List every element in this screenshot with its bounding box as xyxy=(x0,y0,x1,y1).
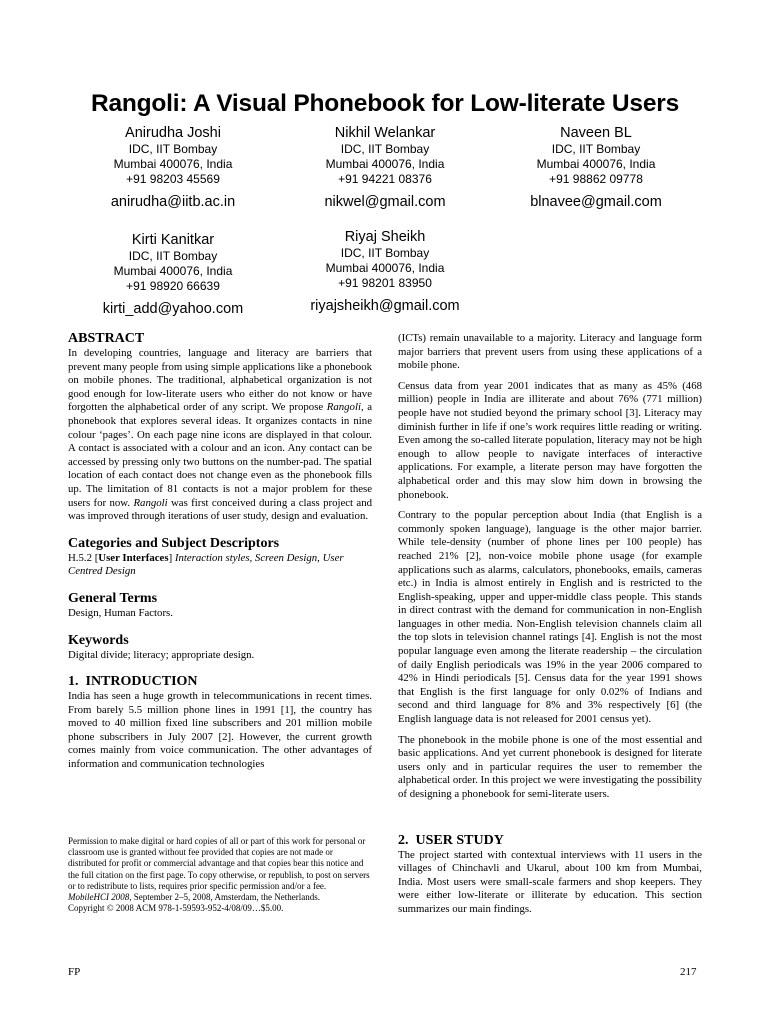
introduction-paragraph: The phonebook in the mobile phone is one of the most essential and basic applications. And yet current phonebook is designed for literate users only and in particular requires the user to remember the alphabetical order. In this project we were investigating the possibility of designing a phonebook for semi-literate users. xyxy=(398,733,702,800)
copyright-line: Copyright © 2008 ACM 978-1-59593-952-4/08/09…$5.00. xyxy=(68,903,284,914)
permission-notice xyxy=(68,836,372,914)
right-column xyxy=(398,332,702,917)
author-address: Mumbai 400076, India xyxy=(536,157,656,171)
author-phone: +91 98920 66639 xyxy=(126,279,220,293)
venue-line: MobileHCI 2008, September 2–5, 2008, Amsterdam, the Netherlands. xyxy=(68,892,320,903)
author-name: Nikhil Welankar xyxy=(334,125,436,141)
author-address: Mumbai 400076, India xyxy=(325,157,445,171)
author-phone: +91 94221 08376 xyxy=(338,172,432,186)
keywords-text: Digital divide; literacy; appropriate design. xyxy=(68,648,255,661)
left-column xyxy=(68,330,372,772)
author-org: IDC, IIT Bombay xyxy=(128,249,218,263)
footer-left: FP xyxy=(68,966,81,978)
general-terms-heading: General Terms xyxy=(68,590,158,606)
page-number: 217 xyxy=(680,966,697,978)
introduction-paragraph: India has seen a huge growth in telecommunications in recent times. From barely 5.5 million phone lines in 1991 [1], the country has moved to 40 million fixed line subscribers and 201 million mobile phone subscribers in July 2007 [2]. However, the current growth comes mainly from voice communication. The other advantages of information and communication technologies xyxy=(68,690,372,771)
permission-text: Permission to make digital or hard copies of all or part of this work for personal or classroom use is granted without fee provided that copies are not made or distributed for profit or commercial advantage and that copies bear this notice and the full citation on the first page. To copy otherwise, or republish, to post on servers or to redistribute to lists, requires prior specific permission and/or a fee. xyxy=(68,836,370,891)
keywords-heading: Keywords xyxy=(68,632,129,648)
author-phone: +91 98201 83950 xyxy=(338,276,432,290)
author-name: Kirti Kanitkar xyxy=(131,232,215,248)
author-address: Mumbai 400076, India xyxy=(113,157,233,171)
author-org: IDC, IIT Bombay xyxy=(128,142,218,156)
author-email: anirudha@iitb.ac.in xyxy=(110,194,236,210)
author-name: Anirudha Joshi xyxy=(125,125,221,141)
author-phone: +91 98203 45569 xyxy=(126,172,220,186)
author-org: IDC, IIT Bombay xyxy=(551,142,641,156)
paper-title: Rangoli: A Visual Phonebook for Low-literate Users xyxy=(90,90,680,117)
categories-text: H.5.2 [User Interfaces] Interaction styles, Screen Design, User Centred Design xyxy=(68,551,344,578)
abstract-heading: ABSTRACT xyxy=(68,331,145,346)
author-name: Naveen BL xyxy=(560,125,632,141)
author-email: nikwel@gmail.com xyxy=(324,194,446,210)
introduction-paragraph: Census data from year 2001 indicates that as many as 45% (468 million) people in India are illiterate and about 76% (771 million) people have not studied beyond the primary school [3]. Literacy may diminish further in life if one’s work requires little reading or writing. Even among the so-called literate population, literacy may not be high enough to allow people to navigate interfaces of interactive applications. For example, a literate person may have forgotten the alphabetical order and this may slow him down in browsing the phonebook. xyxy=(398,379,702,501)
author-name: Riyaj Sheikh xyxy=(344,229,426,245)
author-email: kirti_add@yahoo.com xyxy=(102,301,244,317)
categories-heading: Categories and Subject Descriptors xyxy=(68,535,280,551)
user-study-paragraph: The project started with contextual interviews with 11 users in the villages of Chinchavli and Ukarul, about 100 km from Mumbai, India. Most users were small-scale farmers and shop keepers. They were either low-literate or illiterate by education. This section summarizes our main findings. xyxy=(398,848,702,915)
author-block xyxy=(260,228,510,315)
general-terms-text: Design, Human Factors. xyxy=(68,606,173,619)
author-org: IDC, IIT Bombay xyxy=(340,246,430,260)
introduction-paragraph: (ICTs) remain unavailable to a majority. Literacy and language form major barriers that prevent users from using these applications of a mobile phone. xyxy=(398,332,702,372)
author-phone: +91 98862 09778 xyxy=(549,172,643,186)
author-org: IDC, IIT Bombay xyxy=(340,142,430,156)
author-address: Mumbai 400076, India xyxy=(325,261,445,275)
author-email: riyajsheikh@gmail.com xyxy=(310,298,460,314)
introduction-paragraph: Contrary to the popular perception about India (that English is a commonly spoken language), language is the other major barrier. While tele-density (number of phone lines per 100 people) has reached 21% [2], non-voice mobile phone usage (for example applications such as alarms, calculators, phonebooks, emails, cameras etc.) in India is almost entirely in English and is restricted to the English-speaking, upper and upper-middle class people. This stands in direct contrast with the demand for communication in non-English languages in other media. Non-English television channels claim all the top slots in television channel ratings [4]. English is not the most popular language even among the literate readership – the circulation of daily English periodicals was 19% in the year 2006 compared to 42% in Hindi periodicals [5]. Census data for the year 1991 shows that English is the first language for only 0.02% of Indians and second and third language for 8% and 3% respectively [6] (the English language data is not released for 2001 census yet). xyxy=(398,509,702,726)
author-email: blnavee@gmail.com xyxy=(530,194,662,210)
user-study-heading: 2. USER STUDY xyxy=(398,832,504,848)
introduction-heading: 1. INTRODUCTION xyxy=(68,674,198,690)
author-block xyxy=(471,124,721,211)
author-address: Mumbai 400076, India xyxy=(113,264,233,278)
abstract-text: In developing countries, language and literacy are barriers that prevent many people from using simple applications like a phonebook on mobile phones. The traditional, alphabetical organization is not good enough for low-literate users who either do not know or have forgotten the alphabetical order of any script. We propose Rangoli, a phonebook that explores several ideas. It organizes contacts in nine colour ‘pages’. On each page nine icons are displayed in that colour. A contact is associated with a colour and an icon. Any contact can be accessed by pressing only two buttons on the number-pad. The spatial location of each contact does not change even as the phonebook fills up. The limitation of 81 contacts is not a major problem for these users for now. Rangoli was first conceived during a class project and was improved through iterations of user study, design and evaluation. xyxy=(68,347,373,523)
